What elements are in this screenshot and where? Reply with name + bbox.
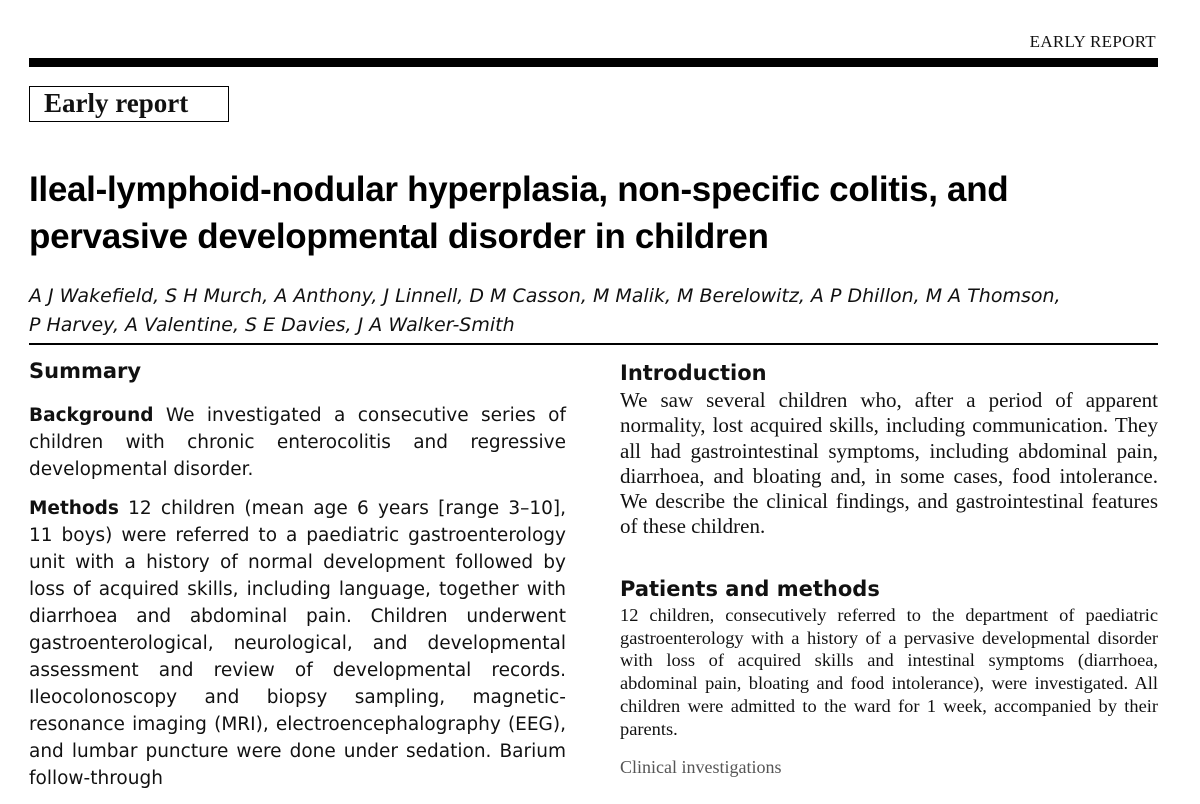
background-text: We investigated a consecutive series of children with chronic enterocolitis and regressive developmental disorder. (29, 405, 566, 480)
summary-column (29, 356, 566, 804)
methods-text: 12 children (mean age 6 years [range 3–10], 11 boys) were referred to a paediatric gastroenterology unit with a history of normal development followed by loss of acquired skills, including language, together with diarrhoea and abdominal pain. Children underwent gastroenterological, neurological, and developmental assessment and review of developmental records. Ileocolonoscopy and biopsy sampling, magnetic-resonance imaging (MRI), electroencephalography (EEG), and lumbar puncture were done under sedation. Barium follow-through (29, 498, 566, 789)
author-list (29, 282, 1159, 340)
patients-methods-text: 12 children, consecutively referred to the department of paediatric gastroenterology with a history of a pervasive developmental disorder with loss of acquired skills and intestinal symptoms (diarrhoea, abdominal pain, bloating and food intolerance), were investigated. All children were admitted to the ward for 1 week, accompanied by their parents. (620, 604, 1158, 739)
background-label: Background (29, 405, 154, 426)
authors-line-2: P Harvey, A Valentine, S E Davies, J A Walker-Smith (29, 314, 515, 336)
introduction-text: We saw several children who, after a period of apparent normality, lost acquired skills, including communication. They all had gastrointestinal symptoms, including abdominal pain, diarrhoea, and bloating and, in some cases, food intolerance. We describe the clinical findings, and gastrointestinal features of these children. (620, 388, 1158, 539)
patients-methods-heading: Patients and methods (620, 576, 880, 601)
running-head: EARLY REPORT (1029, 32, 1156, 51)
background-paragraph (29, 402, 566, 483)
introduction-heading: Introduction (620, 361, 767, 385)
methods-paragraph (29, 495, 566, 792)
section-label: Early report (29, 86, 229, 122)
header-rule (29, 58, 1158, 67)
body-column (620, 358, 1158, 741)
authors-line-1: A J Wakefield, S H Murch, A Anthony, J Linnell, D M Casson, M Malik, M Berelowitz, A P Dhillon, M A Thomson, (29, 285, 1061, 307)
title-rule (29, 343, 1158, 345)
summary-heading: Summary (29, 359, 142, 383)
methods-label: Methods (29, 498, 119, 519)
next-heading-partial: Clinical investigations (620, 757, 782, 777)
article-title: Ileal-lymphoid-nodular hyperplasia, non-specific colitis, and pervasive developmental disorder in children (29, 170, 1009, 256)
